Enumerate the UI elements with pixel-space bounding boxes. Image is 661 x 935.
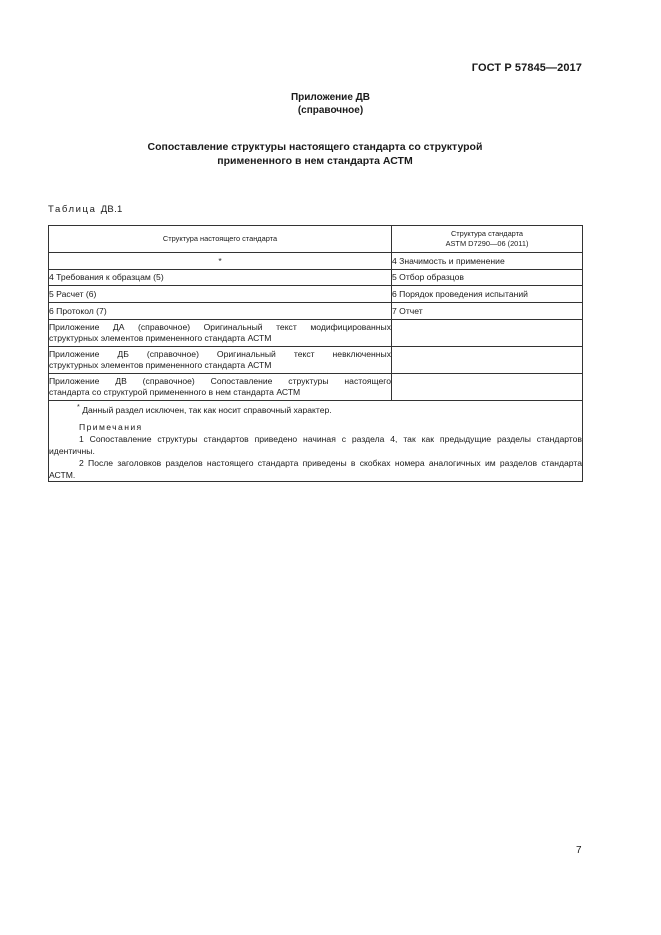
footnote	[49, 401, 582, 416]
table-cell-left	[49, 347, 392, 374]
footnote-mark: *	[77, 403, 80, 411]
table-cell-right: 7 Отчет	[392, 303, 583, 320]
heading-line-1: Сопоставление структуры настоящего стандарта со структурой	[147, 141, 483, 153]
page-number: 7	[576, 845, 582, 856]
column-header-astm-line-2: ASTM D7290—06 (2011)	[445, 239, 529, 248]
table-cell-left	[49, 374, 392, 401]
table-header-row	[49, 226, 583, 253]
table-cell-left: *	[49, 253, 392, 270]
table-caption	[48, 204, 123, 215]
table-row	[49, 270, 583, 286]
table-notes-row	[49, 401, 583, 482]
table-caption-word: Таблица	[48, 204, 97, 215]
table-cell-left: 4 Требования к образцам (5)	[49, 270, 392, 286]
comparison-table	[48, 225, 583, 482]
heading-line-2: примененного в нем стандарта АСТМ	[217, 154, 413, 167]
table-row	[49, 303, 583, 320]
document-code: ГОСТ Р 57845—2017	[471, 62, 582, 74]
table-row	[49, 320, 583, 347]
table-cell-right	[392, 347, 583, 374]
table-cell-right	[392, 320, 583, 347]
table-cell-line: Приложение ДВ (справочное) Сопоставление структуры настоящего	[49, 376, 391, 386]
table-cell-right: 5 Отбор образцов	[392, 270, 583, 286]
note-1: 1 Сопоставление структуры стандартов приведено начиная с раздела 4, так как предыдущие разделы стандартов идентичны.	[49, 433, 582, 456]
column-header-astm-standard	[392, 226, 583, 253]
note-2: 2 После заголовков разделов настоящего стандарта приведены в скобках номера аналогичных им разделов стандарта АСТМ.	[49, 457, 582, 480]
table-caption-number: ДВ.1	[100, 204, 123, 215]
notes-title: Примечания	[79, 421, 143, 432]
table-row	[49, 347, 583, 374]
table-cell-right: 4 Значимость и применение	[392, 253, 583, 270]
annex-title	[0, 91, 661, 117]
table-cell-line: Приложение ДБ (справочное) Оригинальный текст невключенных	[49, 349, 391, 359]
column-header-current-standard: Структура настоящего стандарта	[49, 226, 392, 253]
table-cell-right	[392, 374, 583, 401]
table-row	[49, 286, 583, 303]
table-cell-left: 6 Протокол (7)	[49, 303, 392, 320]
table-cell-left	[49, 320, 392, 347]
table-row	[49, 374, 583, 401]
table-cell-line: Приложение ДА (справочное) Оригинальный текст модифицированных	[49, 322, 391, 332]
table-cell-line: стандарта со структурой примененного в нем стандарта АСТМ	[49, 387, 301, 397]
table-cell-line: структурных элементов примененного стандарта АСТМ	[49, 360, 272, 370]
footnote-text: Данный раздел исключен, так как носит справочный характер.	[82, 404, 332, 415]
annex-status: (справочное)	[297, 105, 364, 116]
table-row	[49, 253, 583, 270]
table-cell-left: 5 Расчет (6)	[49, 286, 392, 303]
table-cell-right: 6 Порядок проведения испытаний	[392, 286, 583, 303]
section-heading	[120, 141, 510, 168]
annex-name: Приложение ДВ	[290, 92, 371, 103]
column-header-astm-line-1: Структура стандарта	[450, 229, 524, 238]
table-notes	[49, 401, 583, 482]
table-cell-line: структурных элементов примененного стандарта АСТМ	[49, 333, 272, 343]
